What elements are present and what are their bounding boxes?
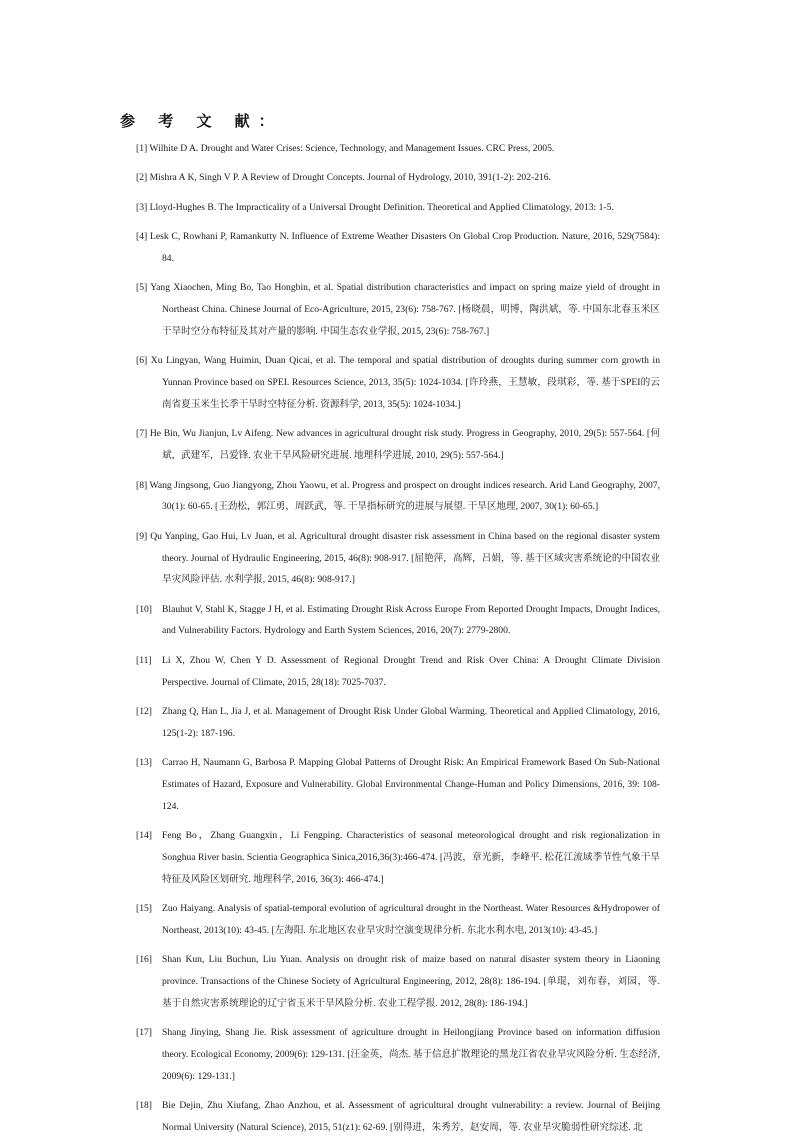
reference-text: Shan Kun, Liu Buchun, Liu Yuan. Analysis on drought risk of maize based on natural disaster system theory in Liaoning province. Transactions of the Chinese Society of Agricultural Engineering, 2012, 28(8): 186-194. [单琨，刘布春，刘园，等. 基于自然灾害系统理论的辽宁省玉米干旱风险分析. 农业工程学报. 2012, 28(8): 186-194.] (162, 954, 660, 1009)
reference-number: [2] (136, 172, 148, 184)
reference-number: [15] (136, 903, 152, 915)
reference-item (136, 701, 660, 745)
reference-number: [13] (136, 757, 152, 769)
reference-item (136, 350, 660, 415)
reference-text: Xu Lingyan, Wang Huimin, Duan Qicai, et al. The temporal and spatial distribution of droughts during summer corn growth in Yunnan Province based on SPEI. Resources Science, 2013, 35(5): 1024-1034. [许玲燕，王慧敏，段琪彩，等. 基于SPEI的云南省夏玉米生长季干旱时空特征分析. 资源科学, 2013, 35(5): 1024-1034.] (150, 355, 661, 410)
reference-number: [17] (136, 1027, 152, 1039)
reference-text: Zuo Haiyang. Analysis of spatial-temporal evolution of agricultural drought in the Northeast. Water Resources &Hydropower of Northeast, 2013(10): 43-45. [左海阳. 东北地区农业旱灾时空演变规律分析. 东北水利水电, 2013(10): 43-45.] (162, 903, 660, 937)
reference-number: [10] (136, 603, 152, 615)
reference-item (136, 650, 660, 694)
reference-text: Wang Jingsong, Guo Jiangyong, Zhou Yaowu, et al. Progress and prospect on drought indices research. Arid Land Geography, 2007, 30(1): 60-65. [王劲松，郭江勇，周跃武，等. 干旱指标研究的进展与展望. 干旱区地理, 2007, 30(1): 60-65.] (149, 479, 660, 513)
reference-text: Yang Xiaochen, Ming Bo, Tao Hongbin, et al. Spatial distribution characteristics and impact on spring maize yield of drought in Northeast China. Chinese Journal of Eco-Agriculture, 2015, 23(6): 758-767. [杨晓晨，明博，陶洪斌，等. 中国东北春玉米区干旱时空分布特征及其对产量的影响. 中国生态农业学报, 2015, 23(6): 758-767.] (150, 282, 660, 337)
reference-item (136, 277, 660, 342)
reference-text: Qu Yanping, Gao Hui, Lv Juan, et al. Agricultural drought disaster risk assessment in China based on the regional disaster system theory. Journal of Hydraulic Engineering, 2015, 46(8): 908-917. [屈艳萍，高辉，吕娟，等. 基于区域灾害系统论的中国农业旱灾风险评估. 水利学报, 2015, 46(8): 908-917.] (150, 530, 660, 586)
reference-item (136, 898, 660, 942)
reference-number: [3] (136, 201, 148, 213)
reference-text: He Bin, Wu Jianjun, Lv Aifeng. New advances in agricultural drought risk study. Progress in Geography, 2010, 29(5): 557-564. [何斌，武建军，吕爱锋. 农业干旱风险研究进展. 地理科学进展, 2010, 29(5): 557-564.] (149, 428, 660, 462)
reference-number: [12] (136, 706, 152, 718)
reference-text: Bie Dejin, Zhu Xiufang, Zhao Anzhou, et al. Assessment of agricultural drought vulnerability: a review. Journal of Beijing Normal University (Natural Science), 2015, 51(z1): 62-69. [别得进，朱秀芳，赵安周，等. 农业旱灾脆弱性研究综述. 北 (162, 1100, 660, 1134)
reference-number: [8] (136, 479, 148, 491)
reference-item (136, 599, 660, 643)
reference-text: Feng Bo，Zhang Guangxin，Li Fengping. Characteristics of seasonal meteorological drought and risk regionalization in Songhua River basin. Scientia Geographica Sinica,2016,36(3):466-474. [冯波，章光新，李峰平. 松花江流域季节性气象干旱特征及风险区划研究. 地理科学, 2016, 36(3): 466-474.] (162, 830, 660, 885)
reference-number: [9] (136, 530, 148, 542)
reference-number: [6] (136, 355, 148, 367)
reference-text: Lesk C, Rowhani P, Ramankutty N. Influence of Extreme Weather Disasters On Global Crop Production. Nature, 2016, 529(7584): 84. (149, 231, 660, 264)
reference-item (136, 475, 660, 519)
reference-number: [7] (136, 428, 148, 440)
reference-text: Wilhite D A. Drought and Water Crises: Science, Technology, and Management Issues. CRC Press, 2005. (149, 143, 555, 154)
reference-item (136, 197, 660, 219)
reference-number: [18] (136, 1100, 152, 1112)
reference-item (136, 949, 660, 1014)
reference-text: Mishra A K, Singh V P. A Review of Drought Concepts. Journal of Hydrology, 2010, 391(1-2): 202-216. (149, 172, 552, 184)
reference-item (136, 138, 660, 160)
reference-item (136, 423, 660, 467)
reference-item (136, 226, 660, 270)
reference-item (136, 1022, 660, 1087)
reference-text: Zhang Q, Han L, Jia J, et al. Management of Drought Risk Under Global Warming. Theoretical and Applied Climatology, 2016, 125(1-2): 187-196. (162, 706, 660, 739)
reference-text: Li X, Zhou W, Chen Y D. Assessment of Regional Drought Trend and Risk Over China: A Drought Climate Division Perspective. Journal of Climate, 2015, 28(18): 7025-7037. (162, 654, 660, 688)
reference-text: Carrao H, Naumann G, Barbosa P. Mapping Global Patterns of Drought Risk: An Empirical Framework Based On Sub-National Estimates of Hazard, Exposure and Vulnerability. Global Environmental Change-Human and Policy Dimensions, 2016, 39: 108-124. (162, 757, 660, 812)
reference-text: Blauhut V, Stahl K, Stagge J H, et al. Estimating Drought Risk Across Europe From Reported Drought Impacts, Drought Indices, and Vulnerability Factors. Hydrology and Earth System Sciences, 2016, 20(7): 2779-2800. (162, 603, 660, 637)
reference-number: [11] (136, 654, 152, 666)
reference-number: [1] (136, 143, 148, 154)
reference-number: [14] (136, 830, 152, 842)
reference-item (136, 167, 660, 189)
reference-item (136, 1095, 660, 1139)
reference-number: [16] (136, 954, 152, 966)
reference-text: Lloyd-Hughes B. The Impracticality of a Universal Drought Definition. Theoretical and Applied Climatology, 2013: 1-5. (149, 201, 614, 213)
references-heading: 参 考 文 献： (120, 112, 283, 130)
reference-list (136, 138, 660, 1147)
reference-item (136, 825, 660, 890)
reference-item (136, 752, 660, 817)
reference-number: [5] (136, 282, 148, 294)
reference-text: Shang Jinying, Shang Jie. Risk assessment of agriculture drought in Heilongjiang Province based on information diffusion theory. Ecological Economy, 2009(6): 129-131. [汪金英，尚杰. 基于信息扩散理论的黑龙江省农业旱灾风险分析. 生态经济, 2009(6): 129-131.] (162, 1027, 660, 1082)
reference-number: [4] (136, 231, 148, 243)
reference-item (136, 526, 660, 591)
